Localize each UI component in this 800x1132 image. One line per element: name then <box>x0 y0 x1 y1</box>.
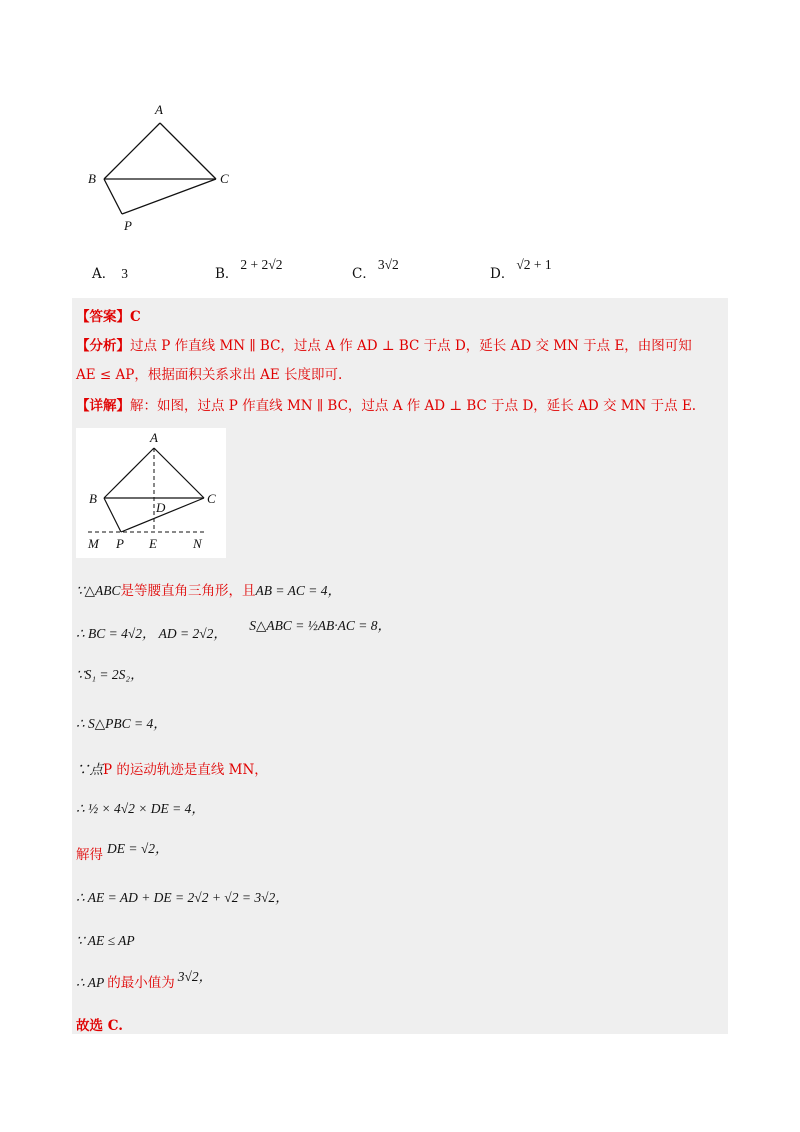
step-5: ∵点P 的运动轨迹是直线 MN， <box>76 762 268 778</box>
label2-A: A <box>150 430 158 445</box>
step-3: ∵S₁ = 2S₂， <box>76 667 144 682</box>
step-7: 解得 DE = √2， <box>76 841 169 863</box>
detail-line: 【详解】解：如图，过点 P 作直线 MN ∥ BC，过点 A 作 AD ⊥ BC 于点 D，延长 AD 交 MN 于点 E. <box>76 398 697 414</box>
step-8: ∴ AE = AD + DE = 2√2 + √2 = 3√2， <box>76 890 289 905</box>
analysis-line2: AE ≤ AP，根据面积关系求出 AE 长度即可. <box>76 367 343 383</box>
step-1: ∵△ABC是等腰直角三角形，且AB = AC = 4， <box>76 583 341 599</box>
step-4: ∴ S△PBC = 4， <box>76 716 167 731</box>
label2-D: D <box>156 500 166 515</box>
step-9: ∵ AE ≤ AP <box>76 933 135 948</box>
step-6: ∴ ½ × 4√2 × DE = 4， <box>76 801 205 816</box>
label-C: C <box>220 171 229 186</box>
step-11: 故选 C. <box>76 1018 123 1034</box>
triangle-figure-2 <box>76 428 226 558</box>
label2-P: P <box>116 536 124 551</box>
label2-B: B <box>89 491 97 506</box>
triangle-figure <box>80 95 250 240</box>
label-B: B <box>88 171 96 186</box>
option-d: D．√2 + 1 <box>490 257 552 282</box>
analysis-line1: 【分析】过点 P 作直线 MN ∥ BC，过点 A 作 AD ⊥ BC 于点 D，延长 AD 交 MN 于点 E，由图可知 <box>76 338 692 354</box>
label2-M: M <box>88 536 99 551</box>
label2-E: E <box>149 536 157 551</box>
option-b: B．2 + 2√2 <box>215 257 283 282</box>
answer-line: 【答案】C <box>76 309 141 325</box>
label-P: P <box>124 218 132 233</box>
label-A: A <box>155 102 163 117</box>
option-a: A． 3 <box>92 266 128 282</box>
label2-N: N <box>193 536 202 551</box>
step-10: ∴ AP 的最小值为 3√2， <box>76 969 213 991</box>
option-c: C．3√2 <box>352 257 399 282</box>
step-2: ∴ BC = 4√2， AD = 2√2， S△ABC = ½AB·AC = 8， <box>76 618 392 641</box>
label2-C: C <box>207 491 216 506</box>
